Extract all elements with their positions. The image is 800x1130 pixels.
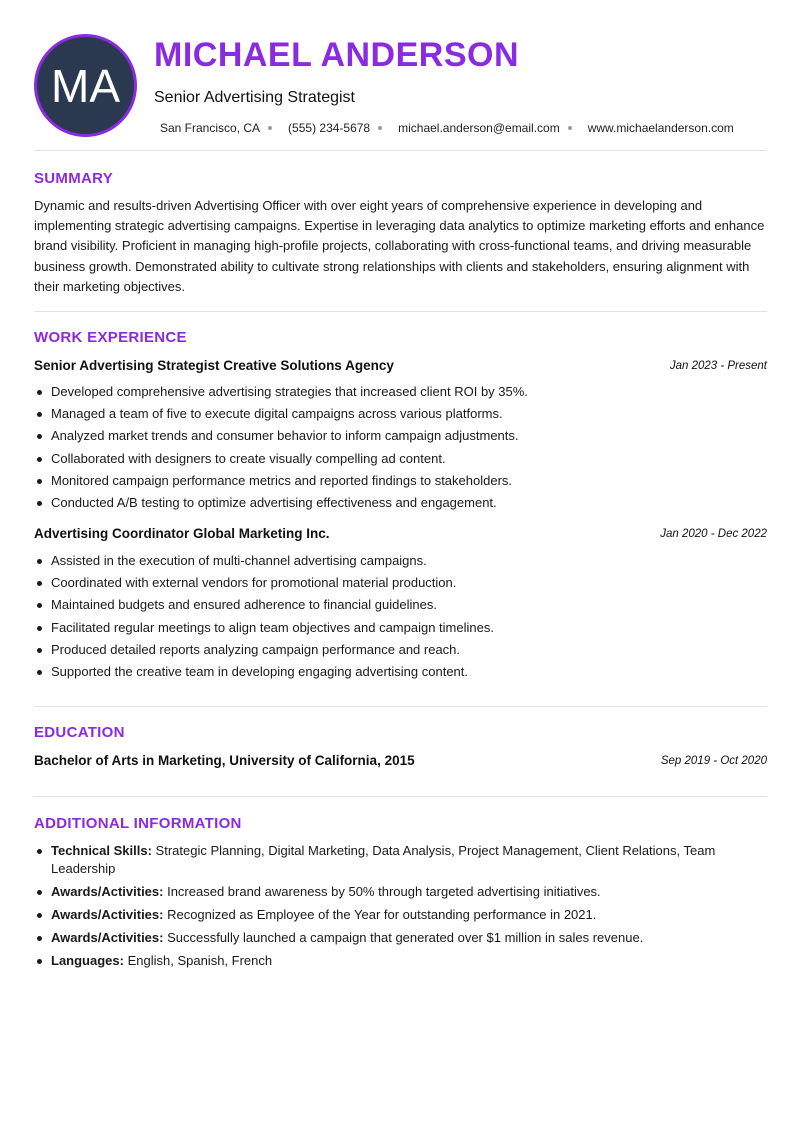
- avatar-initials: MA: [51, 59, 120, 112]
- list-item: Facilitated regular meetings to align team objectives and campaign timelines.: [34, 619, 767, 641]
- section-divider: [34, 796, 767, 797]
- list-item: Analyzed market trends and consumer behavior to inform campaign adjustments.: [34, 427, 767, 449]
- info-value: English, Spanish, French: [123, 953, 273, 968]
- list-item: Conducted A/B testing to optimize advertising effectiveness and engagement.: [34, 494, 767, 516]
- info-value: Recognized as Employee of the Year for outstanding performance in 2021.: [163, 907, 597, 922]
- job-role: Senior Advertising Strategist Creative Solutions Agency: [34, 358, 394, 373]
- list-item: [34, 929, 767, 947]
- list-item: Coordinated with external vendors for promotional material production.: [34, 574, 767, 596]
- info-label: Technical Skills:: [51, 843, 152, 858]
- info-value: Strategic Planning, Digital Marketing, Data Analysis, Project Management, Client Relations, Team Leadership: [51, 843, 716, 876]
- website-link[interactable]: www.michaelanderson.com: [587, 121, 734, 135]
- education-entry: [34, 753, 767, 771]
- job-role: Advertising Coordinator Global Marketing Inc.: [34, 526, 330, 541]
- list-item: [34, 883, 767, 901]
- info-label: Languages:: [51, 953, 124, 968]
- list-item: Assisted in the execution of multi-channel advertising campaigns.: [34, 552, 767, 574]
- list-item: Supported the creative team in developing engaging advertising content.: [34, 663, 767, 685]
- info-value: Successfully launched a campaign that generated over $1 million in sales revenue.: [163, 930, 644, 945]
- list-item: [34, 906, 767, 924]
- job-bullet-list: [34, 383, 767, 516]
- info-label: Awards/Activities:: [51, 884, 164, 899]
- additional-information-heading: ADDITIONAL INFORMATION: [34, 815, 242, 832]
- list-item: Developed comprehensive advertising strategies that increased client ROI by 35%.: [34, 383, 767, 405]
- job-date: Jan 2023 - Present: [669, 360, 767, 372]
- info-label: Awards/Activities:: [51, 907, 164, 922]
- job-header: [34, 526, 767, 544]
- section-divider: [34, 311, 767, 312]
- phone-text: (555) 234-5678: [288, 121, 371, 135]
- education-date: Sep 2019 - Oct 2020: [660, 755, 767, 767]
- summary-text: Dynamic and results-driven Advertising Officer with over eight years of comprehensive experience in developing and implementing strategic advertising campaigns. Expertise in leveraging data analytics to optimize marketing efforts and enhance brand visibility. Proficient in managing high-profile projects, collaborating with cross-functional teams, and driving measurable business growth. Demonstrated ability to cultivate strong relationships with clients and stakeholders, ensuring alignment with their marketing objectives.: [34, 198, 765, 294]
- info-label: Awards/Activities:: [51, 930, 164, 945]
- list-item: Collaborated with designers to create visually compelling ad content.: [34, 450, 767, 472]
- separator-dot: [378, 126, 382, 130]
- list-item: Managed a team of five to execute digital campaigns across various platforms.: [34, 405, 767, 427]
- section-divider: [34, 706, 767, 707]
- job-bullet-list: [34, 552, 767, 685]
- contact-info: [160, 121, 734, 135]
- list-item: Produced detailed reports analyzing campaign performance and reach.: [34, 641, 767, 663]
- list-item: Maintained budgets and ensured adherence to financial guidelines.: [34, 596, 767, 618]
- email-link[interactable]: michael.anderson@email.com: [398, 121, 560, 135]
- degree-text: Bachelor of Arts in Marketing, University of California, 2015: [34, 753, 415, 768]
- separator-dot: [568, 126, 572, 130]
- list-item: [34, 842, 767, 878]
- job-title: Senior Advertising Strategist: [154, 89, 355, 106]
- additional-info-list: [34, 842, 767, 975]
- separator-dot: [268, 126, 272, 130]
- education-heading: EDUCATION: [34, 724, 125, 741]
- list-item: [34, 952, 767, 970]
- info-value: Increased brand awareness by 50% through targeted advertising initiatives.: [163, 884, 601, 899]
- work-experience-heading: WORK EXPERIENCE: [34, 329, 187, 346]
- list-item: Monitored campaign performance metrics and reported findings to stakeholders.: [34, 472, 767, 494]
- section-divider: [34, 150, 767, 151]
- avatar: [34, 34, 137, 137]
- summary-heading: SUMMARY: [34, 170, 114, 187]
- job-header: [34, 358, 767, 376]
- resume-header: [34, 34, 767, 138]
- job-date: Jan 2020 - Dec 2022: [660, 528, 767, 540]
- location-text: San Francisco, CA: [160, 121, 261, 135]
- candidate-name: MICHAEL ANDERSON: [154, 36, 520, 74]
